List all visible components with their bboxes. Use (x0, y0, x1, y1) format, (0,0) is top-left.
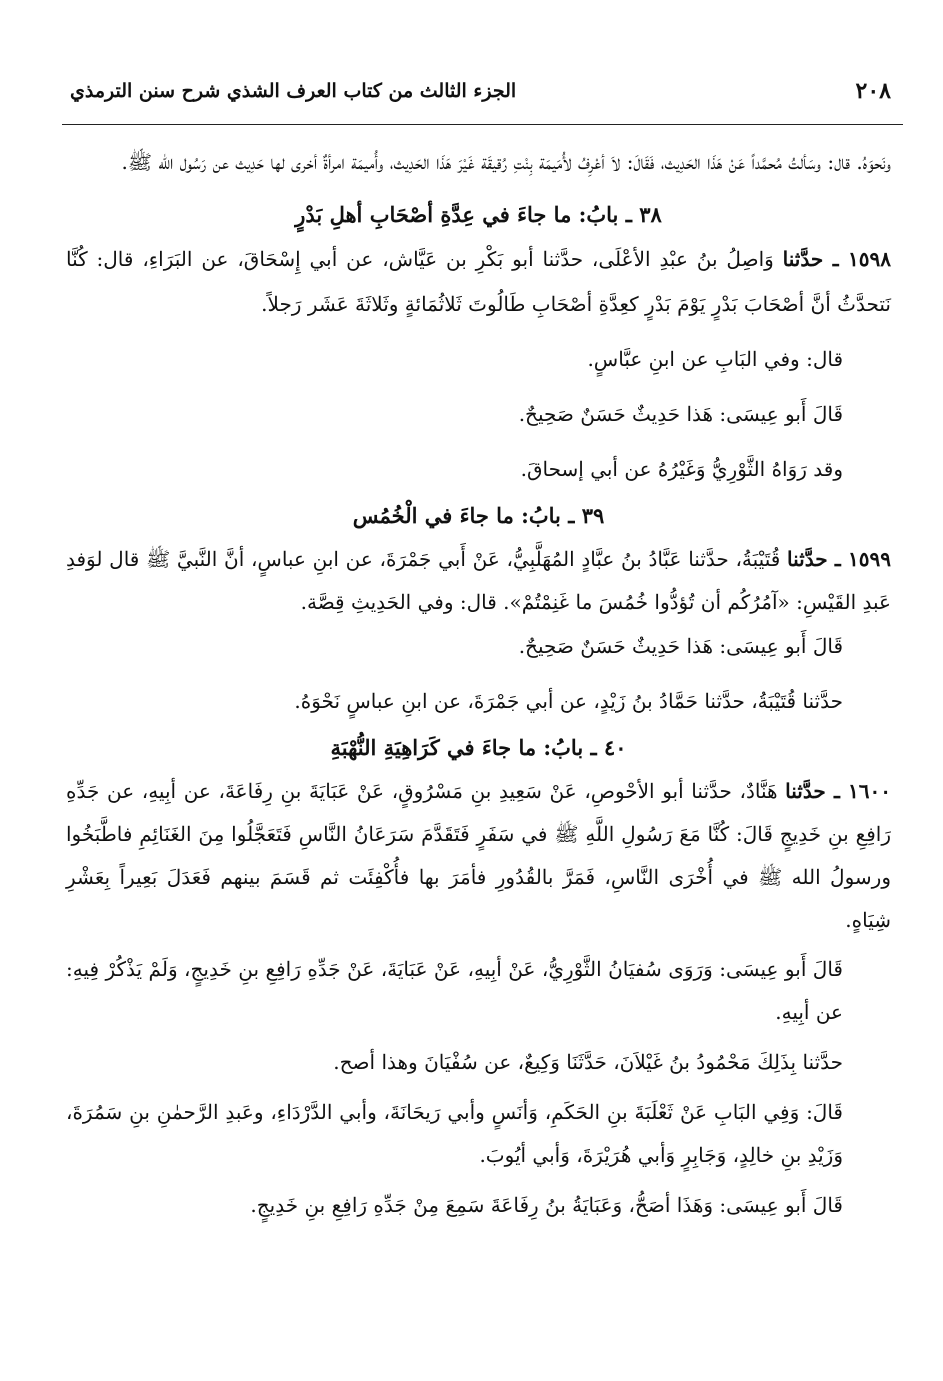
page-number: ٢٠٨ (855, 78, 891, 104)
page-header (70, 78, 895, 112)
hadith-number: ١٥٩٩ ـ حدَّثنا (787, 547, 891, 571)
paragraph: حدَّثنا بِذَلِكَ مَحْمُودُ بنُ غَيْلاَنَ، حَدَّثَنَا وَكِيعٌ، عن سُفْيَانَ وهذا أصح. (333, 1050, 843, 1074)
paragraph: حدَّثنا قُتَيْبَةُ، حدَّثنا حَمَّادُ بنُ زَيْدٍ، عن أبي جَمْرَةَ، عن ابنِ عباسٍ نَحْوَهُ. (294, 689, 843, 713)
paragraph: وقد رَوَاهُ الثَّوْرِيُّ وَغَيْرُهُ عن أبي إسحاقَ. (520, 457, 843, 481)
chapter-heading: ٣٨ ـ بابُ: ما جاءَ في عِدَّةِ أصْحَابِ أهلِ بَدْرٍ (295, 202, 662, 227)
paragraph: قال: وفي البَابِ عن ابنِ عبَّاسٍ. (587, 347, 843, 371)
paragraph: قَالَ أَبو عِيسَى: هَذا حَدِيثٌ حَسَنٌ صَحِيحٌ. (518, 634, 843, 658)
hadith-paragraph (66, 538, 891, 624)
header-divider (62, 124, 903, 125)
chapter-heading: ٤٠ ـ بابُ: ما جاءَ في كَرَاهِيَةِ النُّهْبَةِ (330, 735, 627, 760)
hadith-text: قُتَيْبَةُ، حدَّثنا عَبَّادُ بنُ عبَّادٍ المُهَلَّبِيُّ، عَنْ أَبي جَمْرَةَ، عن ابنِ عباسٍ، أنَّ النَّبيَّ ﷺ قال لوَفدِ عَبدِ القَيْسِ: «آمُرُكُم أن تُؤدُّوا خُمُسَ ما غَنِمْتُمْ». قال: وفي الحَدِيثِ قِصَّة. (66, 547, 891, 614)
hadith-number: ١٥٩٨ ـ حدَّثنا (782, 247, 891, 271)
paragraph: قَالَ أَبو عِيسَى: وَرَوَى سُفيَانُ الثَّوْرِيُّ، عَنْ أبِيهِ، عَنْ عَبَايَةَ، عَنْ جَدِّهِ رَافِعِ بنِ خَدِيجٍ، وَلَمْ يَذْكُرْ فِيهِ: عن أبِيهِ. (66, 957, 843, 1024)
paragraph: قَالَ: وَفِي البَابِ عَنْ ثَعْلَبَةَ بنِ الحَكَمِ، وَأنَسٍ وأبي رَيحَانَةَ، وأبي الدَّرْدَاءِ، وعَبدِ الرَّحمٰنِ بنِ سَمُرَةَ، وَزَيْدِ بنِ خالِدٍ، وَجَابِرٍ وَأبي هُرَيْرَةَ، وَأبي أيُوبَ. (66, 1100, 843, 1167)
hadith-paragraph (66, 237, 891, 327)
paragraph: قَالَ أَبو عِيسَى: وَهَذَا أصَحُّ، وَعَبَايَةُ بنُ رِفَاعَةَ سَمِعَ مِنْ جَدِّهِ رَافِعِ بنِ خَدِيجٍ. (250, 1193, 843, 1217)
hadith-text: هَنَّادٌ، حدَّثنا أبو الأحْوصِ، عَنْ سَعِيدِ بنِ مَسْرُوقٍ، عَنْ عَبَايَةَ بنِ رِفَاعَةَ، عن أبِيهِ، عن جَدِّهِ رَافِعِ بنِ خَدِيجٍ قَالَ: كُنَّا مَعَ رَسُولِ اللَّهِ ﷺ في سَفَرٍ فَتَقَدَّمَ سَرَعَانُ النَّاسِ فَتَعَجَّلُوا مِنَ الغَنَائِمِ فاطَّبَخُوا ورسولُ الله ﷺ في أُخْرَى النَّاسِ، فَمَرَّ بالقُدُورِ فأمَرَ بها فأُكْفِئَت ثم قَسَمَ بينهم فَعَدَلَ بَعِيراً بِعَشْرِ شِيَاهٍ. (66, 779, 891, 932)
paragraph: قَالَ أَبو عِيسَى: هَذا حَدِيثٌ حَسَنٌ صَحِيحٌ. (518, 402, 843, 426)
hadith-paragraph (66, 770, 891, 942)
paragraph: ونَحوَهُ. قال: وسَألتُ مُحمَّداً عَنْ هَذَا الحَدِيث، فَقَالَ: لاَ أعْرِفُ لأُمَيمَة بِنْتِ رُقيقَة غَيْرَ هَذَا الحَدِيث، وأُميمَة امرأةٌ أخرى لها حَدِيث عن رَسُول الله ﷺ. (121, 150, 891, 174)
running-title: الجزء الثالث من كتاب العرف الشذي شرح سنن الترمذي (70, 80, 517, 102)
page-body (66, 140, 891, 1228)
chapter-heading: ٣٩ ـ بابُ: ما جاءَ في الْخُمُس (352, 503, 605, 528)
hadith-number: ١٦٠٠ ـ حدَّثنا (785, 779, 891, 803)
hadith-text: وَاصِلُ بنُ عبْدِ الأعْلَى، حدَّثنا أبو بَكْرِ بن عَيَّاش، عن أبي إِسْحَاقَ، عن البَرَاءِ، قال: كُنَّا نَتحدَّثُ أنَّ أصْحَابَ بَدْرٍ يَوْمَ بَدْرٍ كعِدَّةِ أصْحَابِ طَالُوتَ ثَلاثُمَائةٍ وثَلاثَةَ عَشَر رَجلاً. (66, 247, 891, 316)
